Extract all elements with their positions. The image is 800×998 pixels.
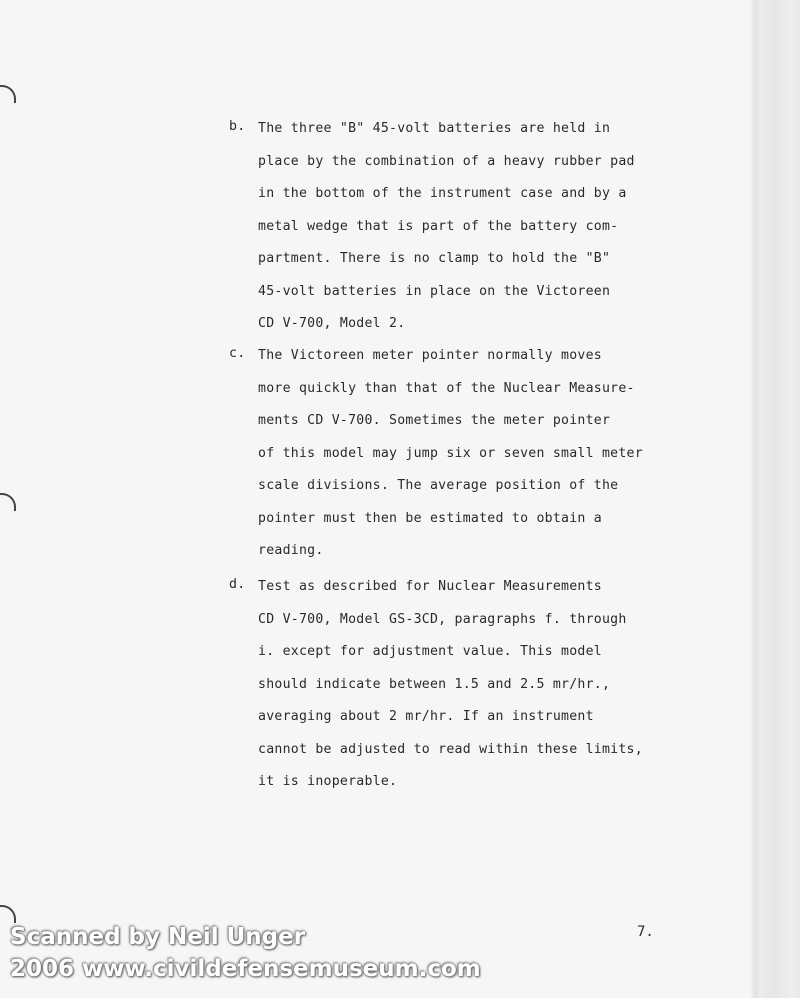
item-text [258, 119, 635, 347]
text-line: cannot be adjusted to read within these limits, [258, 741, 643, 757]
binder-hole-mark [0, 493, 16, 511]
page-number: 7. [637, 924, 654, 940]
text-line: of this model may jump six or seven small meter [258, 445, 643, 461]
watermark-website: 2006 www.civildefensemuseum.com [10, 956, 481, 982]
text-line: 45-volt batteries in place on the Victoreen [258, 283, 611, 299]
item-letter: c. [229, 346, 246, 361]
text-line: scale divisions. The average position of the [258, 478, 619, 493]
text-line: averaging about 2 mr/hr. If an instrument [258, 709, 594, 724]
page-edge-shadow [750, 0, 800, 998]
watermark-scanner-credit: Scanned by Neil Unger [10, 924, 306, 950]
binder-hole-mark [0, 85, 16, 103]
item-letter: d. [229, 577, 246, 592]
text-line: ments CD V-700. Sometimes the meter pointer [258, 413, 611, 428]
text-line: CD V-700, Model GS-3CD, paragraphs f. through [258, 611, 627, 627]
text-line: CD V-700, Model 2. [258, 316, 406, 331]
text-line: more quickly than that of the Nuclear Measure- [258, 380, 635, 396]
text-line: partment. There is no clamp to hold the "B" [258, 251, 611, 266]
text-line: in the bottom of the instrument case and by a [258, 186, 627, 201]
text-line: pointer must then be estimated to obtain a [258, 510, 602, 526]
text-line: should indicate between 1.5 and 2.5 mr/hr., [258, 676, 611, 692]
item-text [258, 577, 643, 805]
binder-hole-mark [0, 905, 16, 923]
text-line: place by the combination of a heavy rubber pad [258, 153, 635, 169]
text-line: i. except for adjustment value. This model [258, 644, 602, 659]
text-line: reading. [258, 543, 324, 558]
item-text [258, 346, 643, 574]
text-line: Test as described for Nuclear Measurements [258, 579, 602, 594]
text-line: The three "B" 45-volt batteries are held in [258, 121, 611, 136]
text-line: it is inoperable. [258, 774, 398, 789]
text-line: metal wedge that is part of the battery com- [258, 218, 619, 234]
item-letter: b. [229, 119, 246, 134]
text-line: The Victoreen meter pointer normally moves [258, 348, 602, 363]
